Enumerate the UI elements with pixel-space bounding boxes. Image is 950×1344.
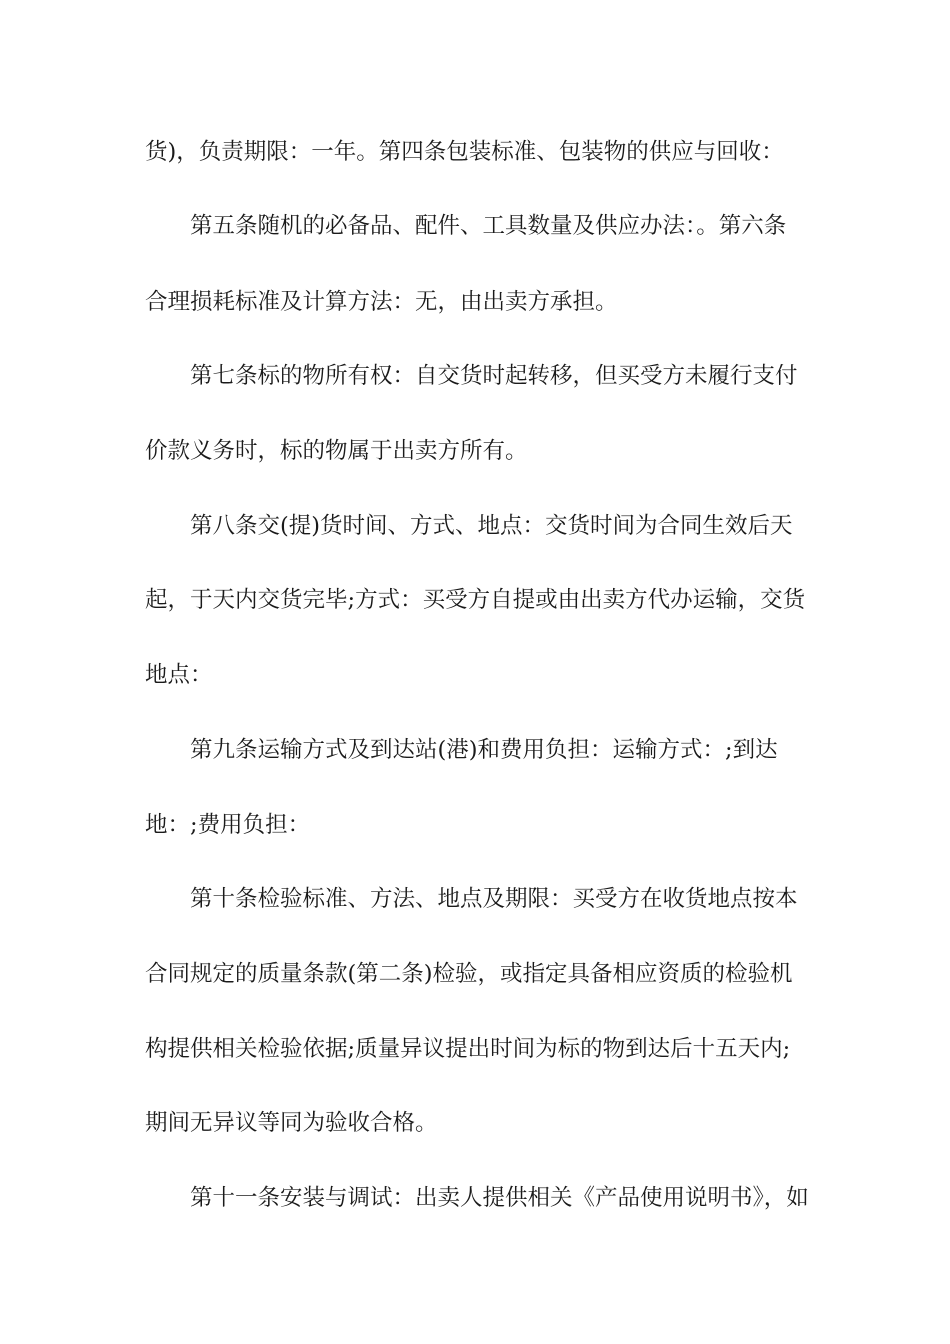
text-line: 货)，负责期限：一年。第四条包装标准、包装物的供应与回收：: [145, 139, 784, 165]
text-line: 合理损耗标准及计算方法：无，由出卖方承担。: [145, 289, 618, 315]
text-line: 地点：: [145, 662, 213, 688]
text-line: 第七条标的物所有权：自交货时起转移，但买受方未履行支付: [190, 363, 798, 389]
text-line: 第五条随机的必备品、配件、工具数量及供应办法：。第六条: [190, 213, 787, 239]
text-line: 第九条运输方式及到达站(港)和费用负担：运输方式：;到达: [190, 737, 778, 763]
text-line: 合同规定的质量条款(第二条)检验，或指定具备相应资质的检验机: [145, 961, 793, 987]
text-line: 期间无异议等同为验收合格。: [145, 1110, 438, 1136]
text-line: 价款义务时，标的物属于出卖方所有。: [145, 438, 528, 464]
text-line: 第十条检验标准、方法、地点及期限：买受方在收货地点按本: [190, 886, 798, 912]
text-line: 起，于天内交货完毕;方式：买受方自提或由出卖方代办运输，交货: [145, 587, 806, 613]
text-line: 第八条交(提)货时间、方式、地点：交货时间为合同生效后天: [190, 513, 793, 539]
text-line: 构提供相关检验依据;质量异议提出时间为标的物到达后十五天内;: [145, 1036, 791, 1062]
text-line: 地：;费用负担：: [145, 812, 311, 838]
text-line: 第十一条安装与调试：出卖人提供相关《产品使用说明书》，如: [190, 1185, 809, 1211]
